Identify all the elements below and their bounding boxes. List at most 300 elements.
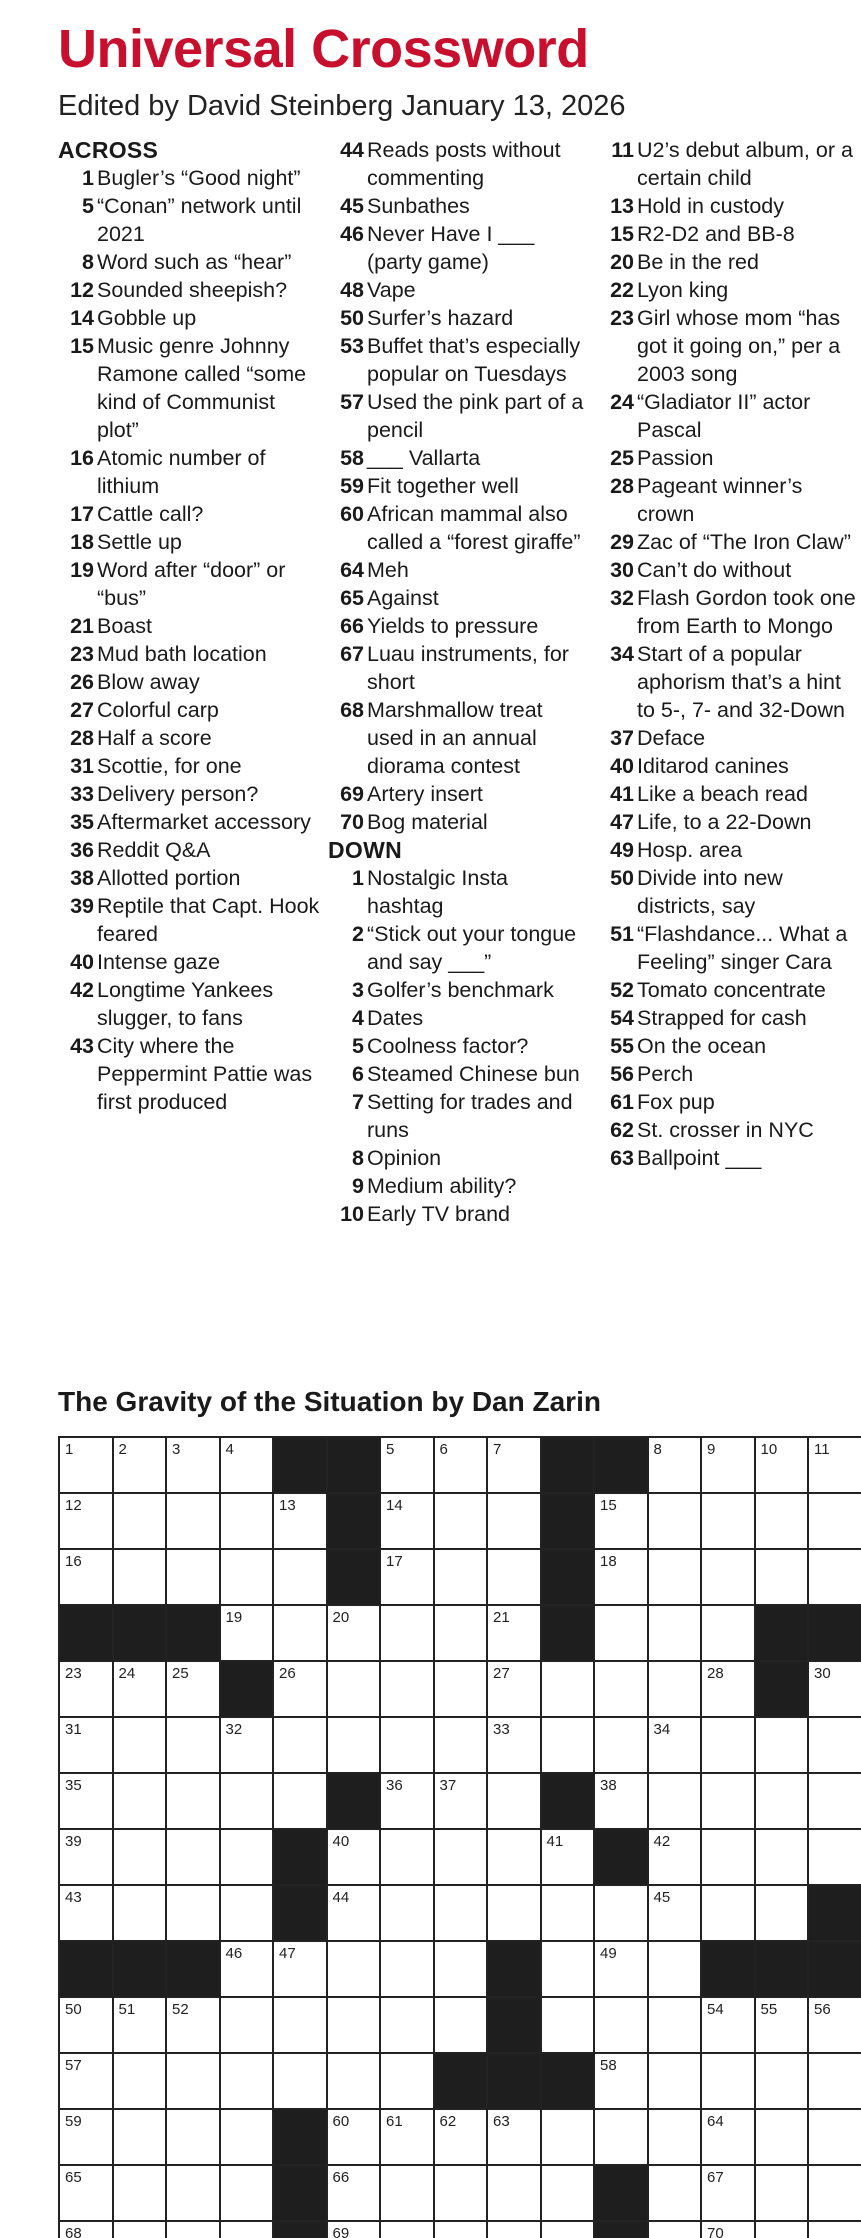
grid-cell[interactable] [756, 2166, 810, 2222]
across-clue [328, 192, 590, 220]
grid-cell[interactable] [60, 2166, 114, 2222]
across-clue [328, 444, 590, 472]
clue-number: 43 [70, 1034, 94, 1058]
clue-text: Longtime Yankees slugger, to fans [97, 978, 274, 1030]
grid-cell[interactable] [381, 1998, 435, 2054]
grid-cell[interactable] [488, 2166, 542, 2222]
grid-cell[interactable] [381, 2222, 435, 2238]
grid-cell[interactable] [381, 1550, 435, 1606]
grid-cell[interactable] [488, 1830, 542, 1886]
clue-text: Strapped for cash [637, 1006, 807, 1030]
grid-cell[interactable] [488, 1886, 542, 1942]
grid-cell[interactable] [542, 1886, 596, 1942]
grid-cell[interactable] [435, 1886, 489, 1942]
grid-cell[interactable] [328, 2110, 382, 2166]
clue-number: 13 [610, 194, 634, 218]
grid-cell[interactable] [702, 2166, 756, 2222]
grid-cell[interactable] [274, 1998, 328, 2054]
grid-cell[interactable] [809, 2054, 861, 2110]
grid-cell[interactable] [435, 1606, 489, 1662]
grid-cell[interactable] [756, 1718, 810, 1774]
clue-number: 58 [340, 446, 364, 470]
clue-number: 49 [610, 838, 634, 862]
grid-cell[interactable] [542, 2110, 596, 2166]
grid-cell[interactable] [381, 1718, 435, 1774]
grid-cell[interactable] [328, 2054, 382, 2110]
clue-text: Opinion [367, 1146, 442, 1170]
grid-cell[interactable] [809, 1662, 861, 1718]
grid-cell[interactable] [60, 1662, 114, 1718]
clue-text: Allotted portion [97, 866, 241, 890]
clue-text: Word such as “hear” [97, 250, 292, 274]
grid-cell[interactable] [702, 1550, 756, 1606]
clue-text: Sunbathes [367, 194, 470, 218]
grid-cell[interactable] [60, 2222, 114, 2238]
clue-text: Nostalgic Insta hashtag [367, 866, 509, 918]
grid-cell[interactable] [756, 2110, 810, 2166]
clue-text: Dates [367, 1006, 424, 1030]
grid-cell[interactable] [435, 1998, 489, 2054]
grid-cell[interactable] [221, 2166, 275, 2222]
grid-cell[interactable] [381, 1774, 435, 1830]
grid-cell[interactable] [167, 1438, 221, 1494]
grid-cell[interactable] [702, 1494, 756, 1550]
clue-text: Word after “door” or “bus” [97, 558, 286, 610]
clue-number: 12 [70, 278, 94, 302]
grid-cell[interactable] [649, 1942, 703, 1998]
cell-number: 47 [279, 1945, 296, 1962]
down-clue [328, 1004, 590, 1032]
down-clue [598, 920, 860, 976]
clue-text: Girl whose mom “has got it going on,” per a 2003 song [637, 306, 841, 386]
grid-cell[interactable] [756, 1998, 810, 2054]
grid-cell[interactable] [381, 1942, 435, 1998]
grid-cell[interactable] [221, 1998, 275, 2054]
grid-cell[interactable] [114, 1550, 168, 1606]
clue-number: 34 [610, 642, 634, 666]
clue-number: 52 [610, 978, 634, 1002]
grid-block [595, 2222, 649, 2238]
grid-cell[interactable] [328, 1886, 382, 1942]
clue-number: 50 [340, 306, 364, 330]
grid-cell[interactable] [221, 2110, 275, 2166]
grid-cell[interactable] [542, 1942, 596, 1998]
down-clue [328, 1032, 590, 1060]
across-clue [58, 556, 320, 612]
grid-cell[interactable] [60, 1998, 114, 2054]
grid-cell[interactable] [274, 1606, 328, 1662]
grid-cell[interactable] [114, 1494, 168, 1550]
grid-cell[interactable] [809, 1998, 861, 2054]
grid-cell[interactable] [702, 1830, 756, 1886]
grid-cell[interactable] [60, 1774, 114, 1830]
clue-number: 24 [610, 390, 634, 414]
cell-number: 43 [65, 1889, 82, 1906]
clues-column-2 [328, 136, 590, 1228]
down-clue [598, 472, 860, 528]
cell-number: 18 [600, 1553, 617, 1570]
grid-cell[interactable] [488, 1606, 542, 1662]
clue-text: Start of a popular aphorism that’s a hint to 5-, 7- and 32-Down [637, 642, 845, 722]
grid-cell[interactable] [649, 1886, 703, 1942]
grid-cell[interactable] [809, 1438, 861, 1494]
grid-cell[interactable] [60, 2110, 114, 2166]
cell-number: 36 [386, 1777, 403, 1794]
cell-number: 38 [600, 1777, 617, 1794]
clue-text: Hosp. area [637, 838, 743, 862]
grid-cell[interactable] [542, 1662, 596, 1718]
grid-cell[interactable] [114, 1886, 168, 1942]
cell-number: 19 [225, 1609, 243, 1626]
grid-cell[interactable] [274, 1718, 328, 1774]
clue-number: 48 [340, 278, 364, 302]
clue-text: Steamed Chinese bun [367, 1062, 580, 1086]
grid-cell[interactable] [221, 2222, 275, 2238]
cell-number: 5 [386, 1441, 395, 1458]
cell-number: 30 [814, 1665, 831, 1682]
grid-cell[interactable] [595, 1998, 649, 2054]
grid-cell[interactable] [488, 1718, 542, 1774]
grid-cell[interactable] [756, 2054, 810, 2110]
grid-cell[interactable] [381, 1494, 435, 1550]
grid-cell[interactable] [649, 2166, 703, 2222]
grid-cell[interactable] [809, 1550, 861, 1606]
cell-number: 28 [707, 1665, 724, 1682]
grid-cell[interactable] [167, 1494, 221, 1550]
clue-text: Hold in custody [637, 194, 784, 218]
grid-cell[interactable] [649, 2222, 703, 2238]
grid-block [60, 1606, 114, 1662]
grid-cell[interactable] [114, 1830, 168, 1886]
clue-number: 2 [352, 922, 364, 946]
grid-cell[interactable] [756, 1550, 810, 1606]
clue-number: 28 [70, 726, 94, 750]
grid-cell[interactable] [649, 1494, 703, 1550]
across-clue [328, 556, 590, 584]
grid-cell[interactable] [435, 1662, 489, 1718]
grid-cell[interactable] [167, 1718, 221, 1774]
grid-cell[interactable] [595, 2054, 649, 2110]
grid-cell[interactable] [435, 1942, 489, 1998]
grid-cell[interactable] [702, 1662, 756, 1718]
grid-cell[interactable] [114, 2166, 168, 2222]
grid-block [328, 1438, 382, 1494]
grid-cell[interactable] [221, 1942, 275, 1998]
grid-cell[interactable] [167, 1774, 221, 1830]
grid-cell[interactable] [756, 1774, 810, 1830]
grid-cell[interactable] [221, 1774, 275, 1830]
across-clue [58, 444, 320, 500]
grid-cell[interactable] [702, 2054, 756, 2110]
grid-cell[interactable] [488, 1662, 542, 1718]
grid-cell[interactable] [649, 1438, 703, 1494]
grid-cell[interactable] [595, 1494, 649, 1550]
cell-number: 69 [332, 2225, 350, 2238]
cell-number: 11 [814, 1441, 830, 1458]
grid-block [595, 2166, 649, 2222]
clue-number: 17 [70, 502, 94, 526]
clue-text: Never Have I ___ (party game) [367, 222, 535, 274]
grid-cell[interactable] [328, 1998, 382, 2054]
clue-text: Scottie, for one [97, 754, 242, 778]
grid-cell[interactable] [649, 1830, 703, 1886]
grid-cell[interactable] [60, 1830, 114, 1886]
grid-cell[interactable] [542, 1718, 596, 1774]
grid-cell[interactable] [114, 1718, 168, 1774]
grid-cell[interactable] [702, 1718, 756, 1774]
grid-cell[interactable] [221, 1494, 275, 1550]
grid-cell[interactable] [595, 1662, 649, 1718]
clue-text: Fit together well [367, 474, 519, 498]
across-clues-b [328, 136, 590, 836]
grid-cell[interactable] [542, 2166, 596, 2222]
grid-cell[interactable] [649, 1774, 703, 1830]
grid-cell[interactable] [274, 1942, 328, 1998]
grid-cell[interactable] [60, 1438, 114, 1494]
grid-cell[interactable] [167, 2166, 221, 2222]
grid-cell[interactable] [167, 1830, 221, 1886]
page-title: Universal Crossword [58, 19, 589, 79]
grid-cell[interactable] [595, 2110, 649, 2166]
grid-cell[interactable] [381, 1662, 435, 1718]
grid-cell[interactable] [488, 1494, 542, 1550]
grid-cell[interactable] [649, 1606, 703, 1662]
grid-cell[interactable] [702, 1438, 756, 1494]
grid-cell[interactable] [649, 1550, 703, 1606]
grid-cell[interactable] [167, 2054, 221, 2110]
cell-number: 68 [65, 2225, 82, 2238]
grid-cell[interactable] [167, 1550, 221, 1606]
grid-cell[interactable] [221, 1830, 275, 1886]
clue-text: Artery insert [367, 782, 483, 806]
grid-cell[interactable] [328, 2166, 382, 2222]
grid-cell[interactable] [381, 2110, 435, 2166]
grid-cell[interactable] [809, 1830, 861, 1886]
grid-block [328, 1774, 382, 1830]
grid-cell[interactable] [809, 2166, 861, 2222]
cell-number: 7 [493, 1441, 502, 1458]
grid-cell[interactable] [274, 1550, 328, 1606]
grid-cell[interactable] [114, 2110, 168, 2166]
grid-cell[interactable] [649, 1662, 703, 1718]
grid-cell[interactable] [274, 1494, 328, 1550]
clue-text: Aftermarket accessory [97, 810, 311, 834]
down-clue [598, 1004, 860, 1032]
down-clue [598, 444, 860, 472]
grid-cell[interactable] [435, 1550, 489, 1606]
grid-cell[interactable] [60, 1718, 114, 1774]
grid-cell[interactable] [114, 2054, 168, 2110]
grid-cell[interactable] [756, 2222, 810, 2238]
grid-cell[interactable] [328, 1718, 382, 1774]
clue-text: Against [367, 586, 439, 610]
grid-block [542, 1774, 596, 1830]
grid-cell[interactable] [114, 1438, 168, 1494]
clue-number: 1 [82, 166, 94, 190]
grid-cell[interactable] [488, 1550, 542, 1606]
grid-cell[interactable] [381, 1886, 435, 1942]
clue-number: 47 [610, 810, 634, 834]
clue-text: “Flashdance... What a Feeling” singer Cara [637, 922, 848, 974]
down-heading: DOWN [328, 837, 403, 863]
grid-cell[interactable] [595, 1550, 649, 1606]
grid-cell[interactable] [649, 1718, 703, 1774]
clue-number: 61 [610, 1090, 634, 1114]
grid-cell[interactable] [221, 1606, 275, 1662]
grid-cell[interactable] [60, 2054, 114, 2110]
grid-cell[interactable] [435, 2110, 489, 2166]
clue-text: Meh [367, 558, 409, 582]
down-clue [598, 136, 860, 192]
grid-block [488, 1942, 542, 1998]
grid-cell[interactable] [809, 1774, 861, 1830]
cell-number: 2 [118, 1441, 127, 1458]
grid-cell[interactable] [381, 1606, 435, 1662]
grid-cell[interactable] [809, 1494, 861, 1550]
grid-cell[interactable] [274, 2054, 328, 2110]
cell-number: 31 [65, 1721, 82, 1738]
clue-text: Setting for trades and runs [367, 1090, 573, 1142]
grid-cell[interactable] [167, 2222, 221, 2238]
grid-cell[interactable] [595, 1774, 649, 1830]
clue-number: 11 [611, 138, 634, 162]
grid-cell[interactable] [435, 2222, 489, 2238]
grid-cell[interactable] [274, 1662, 328, 1718]
clue-number: 56 [610, 1062, 634, 1086]
grid-cell[interactable] [435, 1830, 489, 1886]
grid-cell[interactable] [649, 1998, 703, 2054]
across-clues-a [58, 164, 320, 1116]
grid-cell[interactable] [435, 1718, 489, 1774]
grid-cell[interactable] [542, 1998, 596, 2054]
grid-cell[interactable] [167, 1998, 221, 2054]
cell-number: 49 [600, 1945, 617, 1962]
across-clue [58, 332, 320, 444]
grid-cell[interactable] [114, 1998, 168, 2054]
grid-cell[interactable] [595, 1886, 649, 1942]
clue-number: 44 [340, 138, 364, 162]
grid-cell[interactable] [328, 1606, 382, 1662]
across-clue [58, 248, 320, 276]
clue-number: 16 [70, 446, 94, 470]
clue-number: 41 [610, 782, 634, 806]
grid-cell[interactable] [809, 2222, 861, 2238]
grid-cell[interactable] [167, 1886, 221, 1942]
grid-cell[interactable] [328, 2222, 382, 2238]
grid-cell[interactable] [167, 1662, 221, 1718]
grid-cell[interactable] [167, 2110, 221, 2166]
grid-cell[interactable] [435, 2166, 489, 2222]
down-clue [328, 1144, 590, 1172]
cell-number: 62 [439, 2113, 457, 2130]
clue-number: 70 [340, 810, 364, 834]
grid-cell[interactable] [702, 1886, 756, 1942]
grid-cell[interactable] [60, 1550, 114, 1606]
grid-block [274, 2222, 328, 2238]
grid-cell[interactable] [809, 2110, 861, 2166]
clue-text: Flash Gordon took one from Earth to Mongo [637, 586, 856, 638]
cell-number: 6 [439, 1441, 448, 1458]
clue-text: Perch [637, 1062, 694, 1086]
grid-cell[interactable] [702, 2110, 756, 2166]
grid-cell[interactable] [488, 2222, 542, 2238]
grid-cell[interactable] [809, 1718, 861, 1774]
clue-number: 14 [70, 306, 94, 330]
grid-cell[interactable] [328, 1662, 382, 1718]
grid-cell[interactable] [274, 1774, 328, 1830]
grid-cell[interactable] [60, 1494, 114, 1550]
grid-cell[interactable] [221, 1718, 275, 1774]
grid-cell[interactable] [435, 1774, 489, 1830]
grid-cell[interactable] [381, 2166, 435, 2222]
grid-block [809, 1606, 861, 1662]
across-clue [58, 640, 320, 668]
grid-cell[interactable] [756, 1494, 810, 1550]
down-clue [328, 1172, 590, 1200]
grid-cell[interactable] [381, 2054, 435, 2110]
grid-cell[interactable] [114, 2222, 168, 2238]
grid-cell[interactable] [756, 1886, 810, 1942]
grid-cell[interactable] [542, 1830, 596, 1886]
grid-cell[interactable] [488, 2110, 542, 2166]
grid-cell[interactable] [702, 1606, 756, 1662]
grid-cell[interactable] [328, 1830, 382, 1886]
clue-text: “Stick out your tongue and say ___” [367, 922, 577, 974]
grid-cell[interactable] [114, 1662, 168, 1718]
clue-text: Settle up [97, 530, 182, 554]
grid-cell[interactable] [435, 1438, 489, 1494]
grid-cell[interactable] [702, 1774, 756, 1830]
grid-cell[interactable] [595, 1718, 649, 1774]
grid-cell[interactable] [221, 1438, 275, 1494]
clue-number: 37 [610, 726, 634, 750]
clue-number: 29 [610, 530, 634, 554]
grid-cell[interactable] [702, 2222, 756, 2238]
clue-number: 39 [70, 894, 94, 918]
grid-cell[interactable] [381, 1830, 435, 1886]
grid-cell[interactable] [435, 1494, 489, 1550]
clue-text: Gobble up [97, 306, 197, 330]
grid-cell[interactable] [542, 2222, 596, 2238]
grid-cell[interactable] [381, 1438, 435, 1494]
grid-cell[interactable] [488, 1438, 542, 1494]
grid-cell[interactable] [756, 1438, 810, 1494]
across-clue [58, 276, 320, 304]
cell-number: 13 [279, 1497, 296, 1514]
grid-block [114, 1942, 168, 1998]
grid-cell[interactable] [595, 1606, 649, 1662]
cell-number: 32 [225, 1721, 243, 1738]
grid-cell[interactable] [221, 2054, 275, 2110]
clue-number: 21 [70, 614, 94, 638]
grid-cell[interactable] [756, 1830, 810, 1886]
grid-cell[interactable] [328, 1942, 382, 1998]
clue-number: 20 [610, 250, 634, 274]
grid-cell[interactable] [649, 2110, 703, 2166]
grid-cell[interactable] [60, 1886, 114, 1942]
cell-number: 20 [332, 1609, 350, 1626]
grid-cell[interactable] [114, 1774, 168, 1830]
grid-cell[interactable] [649, 2054, 703, 2110]
across-clue [58, 696, 320, 724]
grid-block [542, 1606, 596, 1662]
across-clue [58, 612, 320, 640]
grid-cell[interactable] [221, 1550, 275, 1606]
grid-cell[interactable] [702, 1998, 756, 2054]
grid-cell[interactable] [221, 1886, 275, 1942]
grid-cell[interactable] [595, 1942, 649, 1998]
grid-cell[interactable] [488, 1774, 542, 1830]
